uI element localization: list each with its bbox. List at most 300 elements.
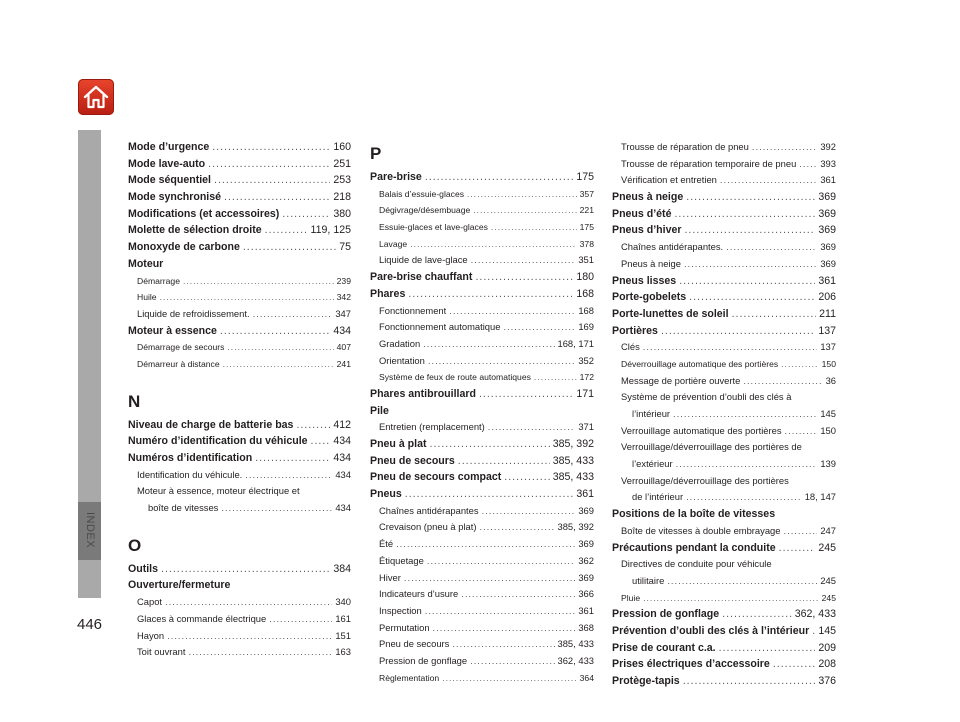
index-subentry[interactable] — [612, 489, 836, 506]
entry-label: Mode synchronisé — [128, 191, 222, 204]
page-reference-link[interactable]: 385, 433 — [557, 638, 594, 650]
page-reference-link[interactable]: 371 — [578, 421, 594, 433]
page-reference-link[interactable]: 369 — [818, 224, 836, 237]
leader-dots — [719, 640, 816, 657]
page-reference-link[interactable]: 366 — [578, 588, 594, 600]
entry-label: Pression de gonflage — [612, 608, 720, 621]
section-letter: N — [128, 391, 141, 411]
leader-dots — [161, 561, 330, 578]
leader-dots — [534, 369, 577, 386]
index-subentry[interactable] — [128, 644, 351, 661]
page-reference-link[interactable]: 385, 392 — [557, 521, 594, 533]
index-subentry[interactable] — [128, 273, 351, 290]
leader-dots — [430, 436, 550, 453]
page-reference-link[interactable]: 168 — [576, 287, 594, 300]
leader-dots — [396, 536, 575, 553]
page-reference-link[interactable]: 206 — [818, 291, 836, 304]
entry-label: Dégivrage/désembuage — [379, 205, 471, 216]
index-entry[interactable] — [612, 656, 836, 673]
entry-label: Porte-gobelets — [612, 291, 687, 304]
entry-label: Liquide de refroidissement. — [137, 307, 250, 319]
page-reference-link[interactable]: 378 — [579, 238, 594, 249]
leader-dots — [458, 453, 550, 470]
index-entry[interactable] — [370, 436, 594, 453]
entry-label: Clés — [621, 341, 640, 353]
leader-dots — [245, 467, 332, 484]
page-reference-link[interactable]: 175 — [576, 171, 594, 183]
index-entry[interactable] — [128, 577, 351, 594]
index-subentry[interactable] — [612, 556, 836, 573]
entry-label: Prises électriques d’accessoire — [612, 658, 770, 671]
entry-label: Pneus à neige — [612, 191, 684, 204]
page-reference-link[interactable]: 393 — [820, 157, 836, 169]
page-reference-link[interactable]: 362, 433 — [557, 654, 594, 666]
entry-label: Pneus d’hiver — [612, 224, 682, 237]
index-subentry[interactable] — [128, 500, 351, 517]
index-subentry[interactable] — [370, 353, 594, 370]
leader-dots — [208, 156, 330, 173]
index-subentry[interactable] — [370, 319, 594, 336]
index-entry[interactable] — [128, 156, 351, 173]
entry-label: Pluie — [621, 592, 641, 603]
page-reference-link[interactable]: 369 — [578, 504, 594, 516]
index-subentry[interactable] — [370, 670, 594, 687]
index-entry[interactable] — [612, 623, 836, 640]
entry-label: Pneu à plat — [370, 438, 427, 450]
index-entry[interactable] — [612, 640, 836, 657]
page-reference-link[interactable]: 351 — [578, 254, 594, 266]
leader-dots — [779, 540, 816, 557]
page-reference-link[interactable]: 239 — [336, 275, 351, 286]
leader-dots — [643, 590, 819, 607]
leader-dots — [265, 222, 308, 239]
page-reference-link[interactable]: 347 — [335, 307, 351, 319]
page-reference-link[interactable]: 137 — [818, 324, 836, 337]
index-subentry[interactable] — [128, 289, 351, 306]
entry-label: Pression de gonflage — [379, 654, 468, 666]
entry-label: Liquide de lave-glace — [379, 254, 468, 266]
index-entry[interactable] — [370, 453, 594, 470]
leader-dots — [461, 586, 575, 603]
leader-dots — [732, 306, 817, 323]
home-icon — [82, 83, 110, 111]
page-reference-link[interactable]: 368 — [578, 621, 594, 633]
page-reference-link[interactable]: 221 — [579, 205, 594, 216]
page-reference-link[interactable]: 340 — [335, 596, 351, 608]
entry-label: Mode séquentiel — [128, 174, 211, 187]
index-subentry[interactable] — [370, 202, 594, 219]
page-reference-link[interactable]: 361 — [820, 174, 836, 186]
entry-label: Hiver — [379, 571, 401, 583]
entry-label: Été — [379, 538, 394, 550]
index-subentry[interactable] — [370, 653, 594, 670]
leader-dots — [410, 236, 576, 253]
entry-label: Identification du véhicule. — [137, 468, 243, 480]
page-reference-link[interactable]: 376 — [818, 675, 836, 687]
leader-dots — [408, 286, 573, 303]
entry-label: Toit ouvrant — [137, 646, 186, 658]
leader-dots — [684, 256, 817, 273]
entry-label: Moteur à essence, moteur électrique et — [137, 485, 300, 497]
page-reference-link[interactable]: 245 — [818, 541, 836, 554]
page-reference-link[interactable]: 160 — [333, 141, 351, 153]
entry-label: Numéros d’identification — [128, 452, 253, 464]
entry-label: Porte-lunettes de soleil — [612, 307, 729, 320]
index-entry[interactable] — [612, 222, 836, 239]
index-subentry[interactable] — [128, 483, 351, 500]
leader-dots — [253, 306, 333, 323]
page-reference-link[interactable]: 385, 433 — [552, 454, 594, 467]
index-entry[interactable] — [370, 469, 594, 486]
index-subentry[interactable] — [612, 523, 836, 540]
index-subentry[interactable] — [370, 570, 594, 587]
index-entry[interactable] — [128, 206, 351, 223]
index-entry[interactable] — [128, 172, 351, 189]
entry-label: Monoxyde de carbone — [128, 241, 240, 254]
leader-dots — [220, 323, 330, 340]
index-subentry[interactable] — [612, 172, 836, 189]
page-reference-link[interactable]: 171 — [576, 387, 594, 400]
index-subentry[interactable] — [370, 586, 594, 603]
leader-dots — [504, 469, 549, 486]
page-reference-link[interactable]: 145 — [820, 408, 836, 419]
index-subentry[interactable] — [370, 369, 594, 386]
leader-dots — [405, 486, 574, 503]
index-entry[interactable] — [612, 673, 836, 690]
index-subentry[interactable] — [370, 303, 594, 320]
leader-dots — [676, 456, 818, 473]
page-reference-link[interactable]: 151 — [335, 629, 351, 641]
index-subentry[interactable] — [612, 256, 836, 273]
page-reference-link[interactable]: 369 — [818, 191, 836, 204]
index-entry[interactable] — [128, 433, 351, 450]
index-subentry[interactable] — [128, 611, 351, 628]
entry-label: Démarrage de secours — [137, 342, 225, 353]
index-entry[interactable] — [612, 540, 836, 557]
index-subentry[interactable] — [612, 423, 836, 440]
index-subentry[interactable] — [370, 553, 594, 570]
index-subentry[interactable] — [370, 519, 594, 536]
index-entry[interactable] — [128, 417, 351, 434]
entry-label: Portières — [612, 324, 658, 337]
page-reference-link[interactable]: 245 — [820, 574, 836, 586]
index-subentry[interactable] — [370, 620, 594, 637]
entry-label: Entretien (remplacement) — [379, 421, 485, 433]
index-subentry[interactable] — [370, 603, 594, 620]
page-reference-link[interactable]: 385, 433 — [552, 471, 594, 484]
page-reference-link[interactable]: 364 — [579, 672, 594, 683]
leader-dots — [689, 289, 815, 306]
entry-label: Molette de sélection droite — [128, 224, 262, 237]
index-subentry[interactable] — [612, 373, 836, 390]
page-reference-link[interactable]: 357 — [579, 188, 594, 199]
leader-dots — [183, 273, 334, 290]
page-reference-link[interactable]: 369 — [820, 257, 836, 269]
index-subentry[interactable] — [370, 419, 594, 436]
page-reference-link[interactable]: 175 — [579, 222, 594, 233]
page-reference-link[interactable]: 145 — [818, 624, 836, 637]
page-reference-link[interactable]: 36 — [825, 374, 836, 386]
entry-label: Permutation — [379, 621, 430, 633]
leader-dots — [188, 644, 332, 661]
entry-label: Numéro d’identification du véhicule — [128, 435, 308, 448]
leader-dots — [488, 419, 576, 436]
page-reference-link[interactable]: 342 — [336, 292, 351, 303]
page-reference-link[interactable]: 139 — [820, 458, 836, 470]
index-entry[interactable] — [370, 486, 594, 503]
index-subentry[interactable] — [612, 339, 836, 356]
leader-dots — [479, 519, 554, 536]
entry-label: Étiquetage — [379, 554, 424, 566]
page-reference-link[interactable]: 362, 433 — [794, 608, 836, 621]
leader-dots — [479, 386, 573, 403]
leader-dots — [683, 673, 816, 690]
side-tab-upper — [78, 130, 101, 502]
page-reference-link[interactable]: 247 — [820, 524, 836, 536]
index-entry[interactable] — [370, 269, 594, 286]
page-reference-link[interactable]: 172 — [579, 372, 594, 383]
index-subentry[interactable] — [612, 389, 836, 406]
leader-dots — [743, 373, 822, 390]
index-entry[interactable] — [128, 450, 351, 467]
leader-dots — [643, 339, 818, 356]
index-subentry[interactable] — [370, 186, 594, 203]
index-subentry[interactable] — [128, 356, 351, 373]
entry-label: Crevaison (pneu à plat) — [379, 521, 477, 533]
leader-dots — [311, 433, 331, 450]
page-reference-link[interactable]: 369 — [818, 207, 836, 220]
entry-label: Ouverture/fermeture — [128, 579, 231, 592]
page-reference-link[interactable]: 150 — [821, 358, 836, 369]
page-reference-link[interactable]: 208 — [818, 658, 836, 671]
entry-label: Pneus — [370, 488, 402, 501]
entry-label: Système de prévention d’oubli des clés à — [621, 391, 792, 403]
page-reference-link[interactable]: 361 — [578, 604, 594, 616]
index-entry[interactable] — [370, 403, 594, 420]
index-subentry[interactable] — [370, 636, 594, 653]
page-reference-link[interactable]: 434 — [335, 468, 351, 480]
index-subentry[interactable] — [612, 473, 836, 490]
index-subentry[interactable] — [128, 594, 351, 611]
index-entry[interactable] — [128, 139, 351, 156]
index-entry[interactable] — [612, 323, 836, 340]
entry-label: Trousse de réparation temporaire de pneu — [621, 157, 797, 169]
page-reference-link[interactable]: 407 — [336, 342, 351, 353]
leader-dots — [679, 273, 815, 290]
index-subentry[interactable] — [370, 252, 594, 269]
index-subentry[interactable] — [612, 456, 836, 473]
page-reference-link[interactable]: 218 — [333, 191, 351, 204]
leader-dots — [726, 239, 817, 256]
page-reference-link[interactable]: 384 — [333, 562, 351, 575]
index-entry[interactable] — [612, 189, 836, 206]
page-reference-link[interactable]: 434 — [335, 502, 351, 514]
index-subentry[interactable] — [370, 503, 594, 520]
entry-label: Phares — [370, 287, 406, 300]
entry-label: Pneus d’été — [612, 207, 672, 220]
leader-dots — [673, 406, 817, 423]
page-reference-link[interactable]: 434 — [333, 324, 351, 337]
index-entry[interactable] — [612, 206, 836, 223]
index-entry[interactable] — [612, 273, 836, 290]
page-reference-link[interactable]: 150 — [820, 424, 836, 436]
index-subentry[interactable] — [612, 439, 836, 456]
entry-label: Fonctionnement — [379, 304, 447, 316]
entry-label: Précautions pendant la conduite — [612, 541, 776, 554]
index-subentry[interactable] — [128, 467, 351, 484]
index-entry[interactable] — [612, 306, 836, 323]
index-entry[interactable] — [128, 239, 351, 256]
entry-label: Fonctionnement automatique — [379, 321, 501, 333]
page-reference-link[interactable]: 168 — [578, 304, 594, 316]
page-reference-link[interactable]: 392 — [820, 141, 836, 152]
page-reference-link[interactable]: 161 — [335, 612, 351, 624]
leader-dots — [296, 417, 330, 434]
page-reference-link[interactable]: 369 — [578, 571, 594, 583]
leader-dots — [223, 356, 334, 373]
leader-dots — [503, 319, 575, 336]
entry-label: Déverrouillage automatique des portières — [621, 358, 779, 369]
index-subentry[interactable] — [612, 156, 836, 173]
index-column-2 — [370, 139, 594, 686]
index-subentry[interactable] — [612, 139, 836, 156]
page-reference-link[interactable]: 137 — [820, 341, 836, 353]
page-reference-link[interactable]: 119, 125 — [310, 224, 351, 237]
page-reference-link[interactable]: 209 — [818, 641, 836, 654]
index-entry[interactable] — [128, 561, 351, 578]
page-reference-link[interactable]: 434 — [333, 435, 351, 448]
section-gap — [128, 517, 351, 531]
index-subentry[interactable] — [370, 219, 594, 236]
entry-label: Règlementation — [379, 672, 440, 683]
page-reference-link[interactable]: 362 — [578, 554, 594, 566]
leader-dots — [167, 628, 332, 645]
leader-dots — [243, 239, 336, 256]
page-reference-link[interactable]: 253 — [333, 174, 351, 187]
page-reference-link[interactable]: 180 — [576, 271, 594, 284]
entry-label: Directives de conduite pour véhicule — [621, 558, 772, 570]
index-subentry[interactable] — [370, 236, 594, 253]
home-button[interactable] — [78, 79, 114, 115]
leader-dots — [425, 169, 573, 186]
page-reference-link[interactable]: 380 — [333, 207, 351, 220]
page-number: 446 — [77, 616, 103, 633]
leader-dots — [475, 269, 573, 286]
page-reference-link[interactable]: 163 — [335, 646, 351, 658]
entry-label: Chaînes antidérapantes. — [621, 241, 724, 253]
entry-label: Verrouillage/déverrouillage des portières — [621, 474, 789, 486]
page-reference-link[interactable]: 385, 392 — [552, 438, 594, 450]
leader-dots — [452, 636, 554, 653]
entry-label: Boîte de vitesses à double embrayage — [621, 524, 781, 536]
index-entry[interactable] — [128, 256, 351, 273]
leader-dots — [783, 523, 817, 540]
leader-dots — [433, 620, 576, 637]
entry-label: Mode lave-auto — [128, 157, 206, 170]
entry-label: Orientation — [379, 354, 425, 366]
index-subentry[interactable] — [370, 336, 594, 353]
entry-label: Gradation — [379, 337, 421, 349]
leader-dots — [799, 156, 817, 173]
page-reference-link[interactable]: 211 — [819, 307, 836, 320]
entry-label: de l’intérieur — [632, 491, 684, 503]
page-reference-link[interactable]: 361 — [576, 488, 594, 501]
entry-label: Système de feux de route automatiques — [379, 372, 531, 383]
leader-dots — [812, 623, 815, 640]
page-reference-link[interactable]: 245 — [821, 592, 836, 603]
page-reference-link[interactable]: 18, 147 — [804, 491, 836, 503]
index-subentry[interactable] — [128, 306, 351, 323]
index-subentry[interactable] — [612, 239, 836, 256]
entry-label: Message de portière ouverte — [621, 374, 741, 386]
index-subentry[interactable] — [128, 628, 351, 645]
entry-label: Hayon — [137, 629, 165, 641]
entry-label: Outils — [128, 562, 159, 575]
leader-dots — [686, 189, 815, 206]
entry-label: Mode d’urgence — [128, 141, 210, 153]
page-reference-link[interactable]: 434 — [333, 452, 351, 464]
index-entry[interactable] — [370, 169, 594, 186]
leader-dots — [428, 353, 575, 370]
index-subentry[interactable] — [612, 590, 836, 607]
leader-dots — [255, 450, 330, 467]
page-reference-link[interactable]: 241 — [336, 358, 351, 369]
page-reference-link[interactable]: 369 — [820, 241, 836, 253]
page-reference-link[interactable]: 168, 171 — [557, 337, 594, 349]
entry-label: Trousse de réparation de pneu — [621, 141, 749, 152]
entry-label: Pare-brise — [370, 171, 422, 183]
entry-label: Pneu de secours — [370, 454, 455, 467]
index-entry[interactable] — [128, 189, 351, 206]
page-reference-link[interactable]: 169 — [578, 321, 594, 333]
leader-dots — [160, 289, 334, 306]
index-subentry[interactable] — [128, 339, 351, 356]
index-subentry[interactable] — [612, 573, 836, 590]
page-reference-link[interactable]: 251 — [333, 157, 351, 170]
entry-label: Chaînes antidérapantes — [379, 504, 479, 516]
index-subentry[interactable] — [370, 536, 594, 553]
index-entry[interactable] — [612, 606, 836, 623]
leader-dots — [442, 670, 576, 687]
index-entry[interactable] — [370, 386, 594, 403]
entry-label: Pneus lisses — [612, 274, 677, 287]
page-reference-link[interactable]: 352 — [578, 354, 594, 366]
page-reference-link[interactable]: 412 — [333, 418, 351, 431]
leader-dots — [720, 172, 817, 189]
leader-dots — [785, 423, 818, 440]
leader-dots — [227, 339, 333, 356]
page-reference-link[interactable]: 361 — [818, 274, 836, 287]
entry-label: Lavage — [379, 238, 408, 249]
index-subentry[interactable] — [612, 356, 836, 373]
entry-label: Huile — [137, 292, 157, 303]
index-entry[interactable] — [612, 289, 836, 306]
index-entry[interactable] — [128, 323, 351, 340]
leader-dots — [473, 202, 576, 219]
index-subentry[interactable] — [612, 406, 836, 423]
index-entry[interactable] — [612, 506, 836, 523]
section-letter: O — [128, 535, 142, 555]
index-entry[interactable] — [370, 286, 594, 303]
leader-dots — [449, 303, 575, 320]
page-reference-link[interactable]: 75 — [339, 241, 351, 254]
leader-dots — [165, 594, 332, 611]
leader-dots — [482, 503, 576, 520]
entry-label: Démarreur à distance — [137, 358, 220, 369]
entry-label: Pneus à neige — [621, 257, 681, 269]
page-reference-link[interactable]: 369 — [578, 538, 594, 550]
index-entry[interactable] — [128, 222, 351, 239]
